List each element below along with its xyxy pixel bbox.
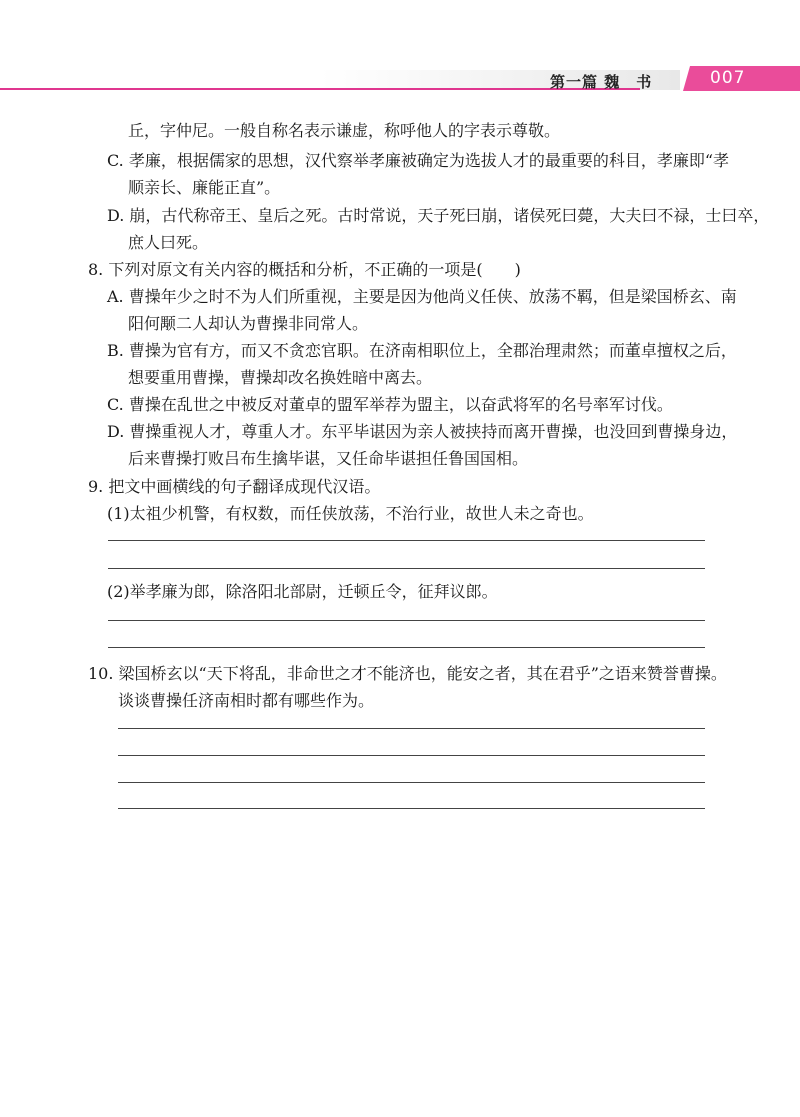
answer-line[interactable] [108, 540, 705, 541]
question-10-line-1: 10. 梁国桥玄以“天下将乱，非命世之才不能济也，能安之者，其在君乎”之语来赞誉曹操。 [88, 664, 727, 683]
q8-option-a-line-1: A. 曹操年少之时不为人们所重视，主要是因为他尚义任侠、放荡不羁，但是梁国桥玄、南 [107, 287, 737, 306]
q8-option-b-line-2: 想要重用曹操，曹操却改名换姓暗中离去。 [128, 368, 433, 387]
answer-line[interactable] [108, 568, 705, 569]
text-line: 丘，字仲尼。一般自称名表示谦虚，称呼他人的字表示尊敬。 [128, 121, 561, 140]
answer-line[interactable] [108, 620, 705, 621]
q9-part-1: (1)太祖少机警，有权数，而任侠放荡，不治行业，故世人未之奇也。 [107, 504, 594, 523]
page-number: 007 [710, 68, 746, 88]
answer-line[interactable] [118, 808, 705, 809]
chapter-title: 第一篇 魏 书 [550, 73, 653, 91]
answer-line[interactable] [108, 647, 705, 648]
option-c-line-2: 顺亲长、廉能正直”。 [128, 178, 281, 197]
q8-option-d-line-2: 后来曹操打败吕布生擒毕谌，又任命毕谌担任鲁国国相。 [128, 449, 529, 468]
question-10-line-2: 谈谈曹操任济南相时都有哪些作为。 [118, 691, 375, 710]
option-d-line-2: 庶人曰死。 [128, 233, 209, 252]
option-c-line-1: C. 孝廉，根据儒家的思想，汉代察举孝廉被确定为选拔人才的最重要的科目，孝廉即“孝 [107, 151, 730, 170]
q8-option-b-line-1: B. 曹操为官有方，而又不贪恋官职。在济南相职位上，全郡治理肃然；而董卓擅权之后， [107, 341, 737, 360]
option-d-line-1: D. 崩，古代称帝王、皇后之死。古时常说，天子死曰崩，诸侯死曰薨，大夫曰不禄，士曰卒， [107, 206, 770, 225]
header-rule [0, 88, 640, 90]
question-9: 9. 把文中画横线的句子翻译成现代汉语。 [88, 477, 381, 496]
q9-part-2: (2)举孝廉为郎，除洛阳北部尉，迁顿丘令，征拜议郎。 [107, 582, 498, 601]
answer-line[interactable] [118, 782, 705, 783]
question-8: 8. 下列对原文有关内容的概括和分析，不正确的一项是( ) [88, 260, 521, 279]
q8-option-c-line-1: C. 曹操在乱世之中被反对董卓的盟军举荐为盟主，以奋武将军的名号率军讨伐。 [107, 395, 673, 414]
answer-line[interactable] [118, 728, 705, 729]
q8-option-a-line-2: 阳何颙二人却认为曹操非同常人。 [128, 314, 369, 333]
q8-option-d-line-1: D. 曹操重视人才，尊重人才。东平毕谌因为亲人被挟持而离开曹操，也没回到曹操身边， [107, 422, 738, 441]
answer-line[interactable] [118, 755, 705, 756]
